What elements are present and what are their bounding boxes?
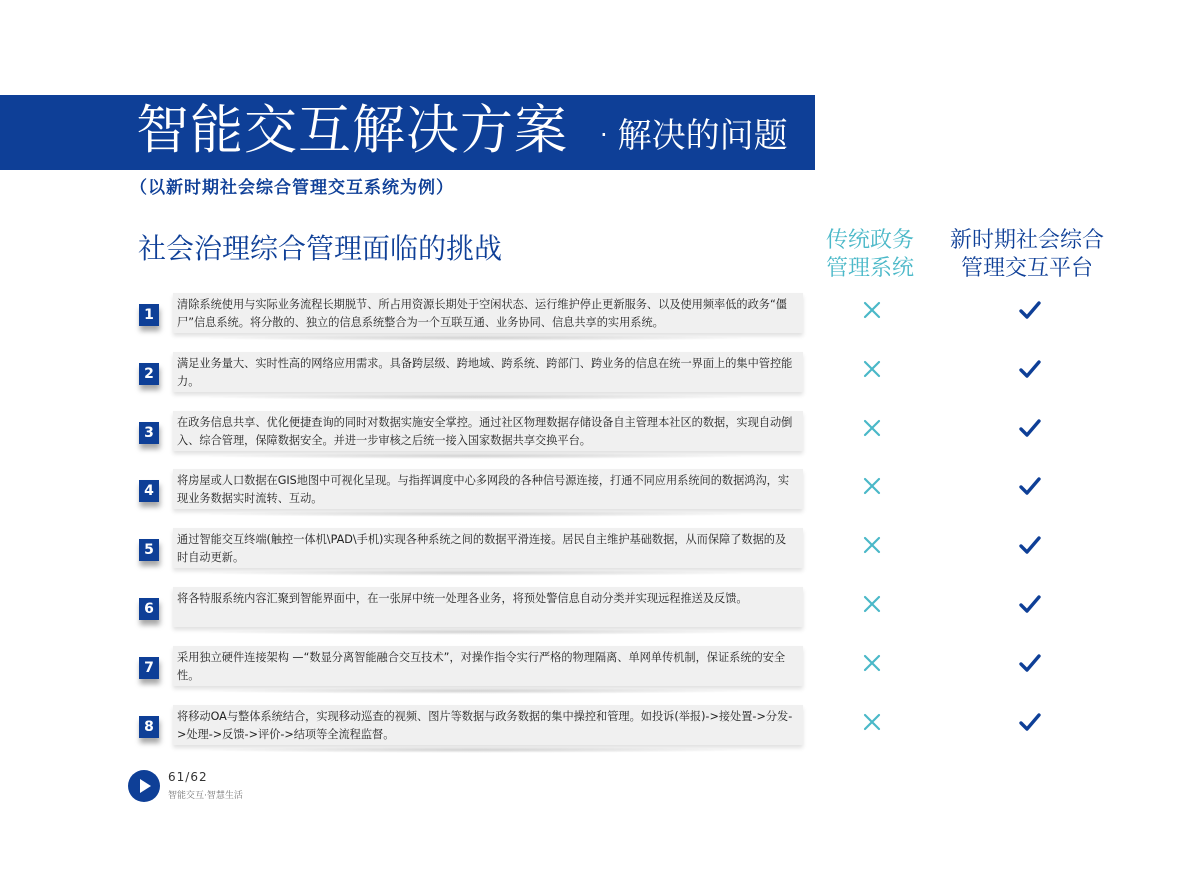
column-header-traditional-line1: 传统政务 [825,228,914,253]
check-icon [1018,417,1042,439]
row-description-text: 将房屋或人口数据在GIS地图中可视化呈现。与指挥调度中心多网段的各种信号源连接，打通不同应用系统间的数据鸿沟，实现业务数据实时流转、互动。 [177,474,790,506]
row-description-box [173,411,803,451]
row-shadow [195,747,755,753]
cross-icon [861,593,883,615]
row-number-badge: 6 [139,598,159,620]
subtitle-dot: · [600,121,608,149]
page-number: 61/62 [168,770,208,784]
challenge-row [135,350,1135,408]
cross-icon [861,417,883,439]
row-description-text: 将各特服系统内容汇聚到智能界面中，在一张屏中统一处理各业务，将预处警信息自动分类并实现远程推送及反馈。 [177,592,748,605]
cross-icon [861,475,883,497]
row-description-text: 采用独立硬件连接架构 —“数显分离智能融合交互技术”，对操作指令实行严格的物理隔离、单网单传机制，保证系统的安全性。 [177,650,786,682]
row-shadow [195,335,755,341]
cross-icon [861,299,883,321]
row-description-text: 将移动OA与整体系统结合，实现移动巡查的视频、图片等数据与政务数据的集中操控和管理。如投诉(举报)->接处置->分发->处理->反馈->评价->结项等全流程监督。 [177,709,793,741]
page-title: 智能交互解决方案 [136,100,568,161]
row-description-text: 在政务信息共享、优化便捷查询的同时对数据实施安全掌控。通过社区物理数据存储设备自主管理本社区的数据，实现自动倒入、综合管理，保障数据安全。并进一步审核之后统一接入国家数据共享交换平台。 [177,415,793,447]
row-number-badge: 1 [139,304,159,326]
column-header-traditional [806,227,934,283]
challenge-row [135,467,1135,525]
subtitle-text: 解决的问题 [617,116,788,156]
challenge-row [135,585,1135,643]
row-shadow [195,394,755,400]
challenge-row [135,644,1135,702]
column-header-new-platform [932,227,1122,283]
row-description-text: 清除系统使用与实际业务流程长期脱节、所占用资源长期处于空闲状态、运行维护停止更新服务、以及使用频率低的政务“僵尸”信息系统。将分散的、独立的信息系统整合为一个互联互通、业务协同、信息共享的实用系统。 [177,298,787,329]
row-shadow [195,629,755,635]
row-description-box [173,293,803,333]
row-number-badge: 5 [139,539,159,561]
row-shadow [195,453,755,459]
check-icon [1018,534,1042,556]
row-shadow [195,511,755,517]
row-description-box [173,469,803,509]
row-number-badge: 8 [139,716,159,738]
cross-icon [861,652,883,674]
check-icon [1018,358,1042,380]
row-description-box [173,352,803,392]
cross-icon [861,711,883,733]
row-shadow [195,688,755,694]
row-number-badge: 4 [139,480,159,502]
challenge-row [135,526,1135,584]
row-description-text: 满足业务量大、实时性高的网络应用需求。具备跨层级、跨地域、跨系统、跨部门、跨业务的信息在统一界面上的集中管控能力。 [177,356,793,388]
row-shadow [195,570,755,576]
row-number-badge: 2 [139,363,159,385]
example-note: （以新时期社会综合管理交互系统为例） [130,178,454,198]
check-icon [1018,593,1042,615]
cross-icon [861,534,883,556]
check-icon [1018,652,1042,674]
play-circle-icon[interactable] [128,770,160,802]
check-icon [1018,711,1042,733]
section-heading: 社会治理综合管理面临的挑战 [138,232,503,265]
column-header-new-platform-line1: 新时期社会综合 [949,228,1104,253]
row-description-box [173,528,803,568]
row-description-box [173,646,803,686]
column-header-traditional-line2: 管理系统 [825,256,914,281]
row-description-box [173,587,803,627]
footer-slogan: 智能交互·智慧生活 [168,791,243,801]
column-header-new-platform-line2: 管理交互平台 [960,256,1093,281]
cross-icon [861,358,883,380]
row-description-box [173,705,803,745]
check-icon [1018,475,1042,497]
challenge-row [135,703,1135,761]
row-number-badge: 3 [139,422,159,444]
row-description-text: 通过智能交互终端(触控一体机\PAD\手机)实现各种系统之间的数据平滑连接。居民自主维护基础数据，从而保障了数据的及时自动更新。 [177,533,787,565]
check-icon [1018,299,1042,321]
page-subtitle [600,112,788,160]
challenge-row [135,291,1135,349]
challenge-row [135,409,1135,467]
row-number-badge: 7 [139,657,159,679]
